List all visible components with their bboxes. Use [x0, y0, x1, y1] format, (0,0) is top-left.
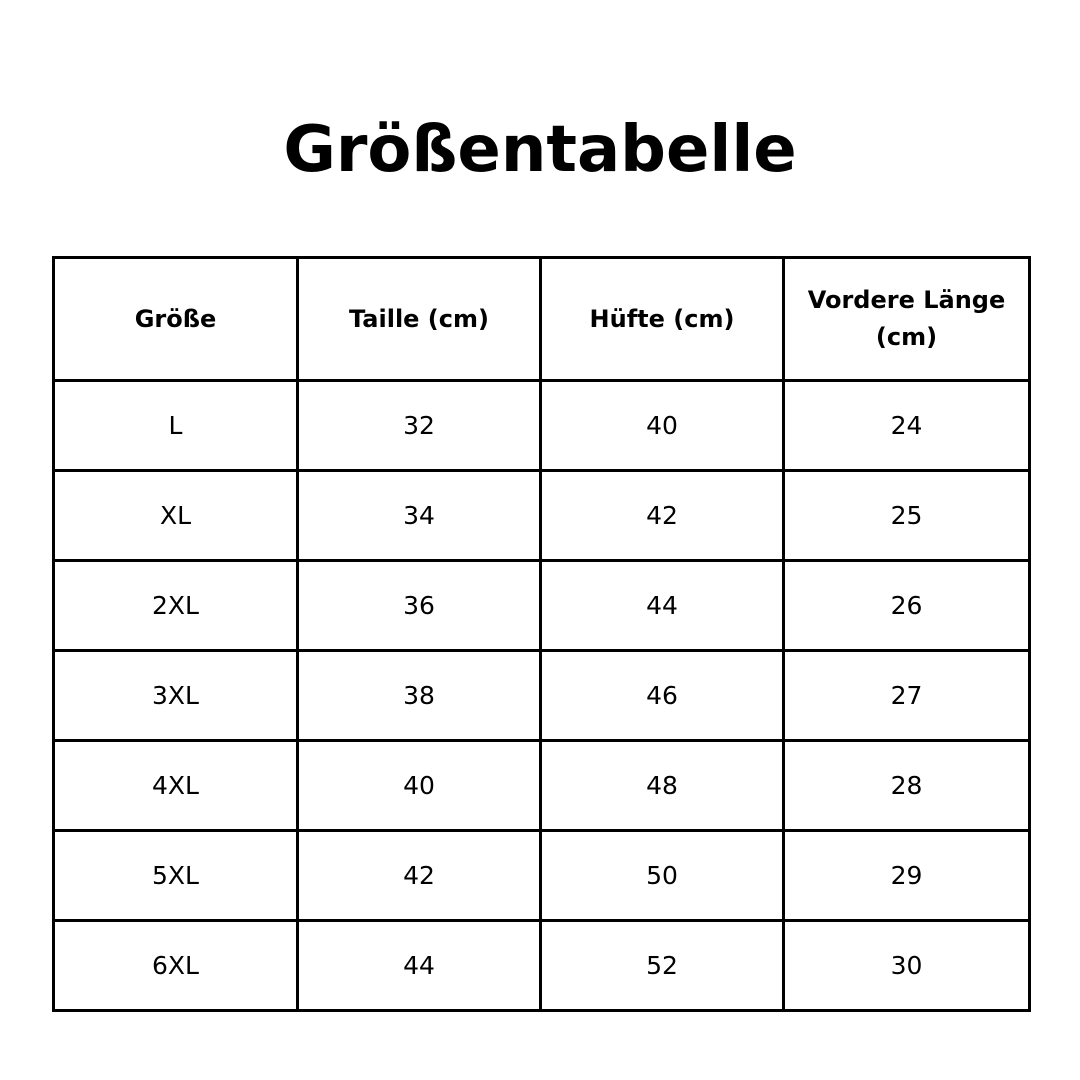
cell-waist: 34	[298, 471, 541, 561]
cell-waist: 42	[298, 831, 541, 921]
cell-front-length: 29	[784, 831, 1030, 921]
cell-waist: 36	[298, 561, 541, 651]
header-waist: Taille (cm)	[298, 258, 541, 381]
cell-waist: 40	[298, 741, 541, 831]
cell-size: 6XL	[54, 921, 298, 1011]
cell-front-length: 30	[784, 921, 1030, 1011]
cell-front-length: 27	[784, 651, 1030, 741]
table-row	[54, 561, 1030, 651]
cell-size: 5XL	[54, 831, 298, 921]
cell-hip: 50	[541, 831, 784, 921]
table-row	[54, 381, 1030, 471]
header-size: Größe	[54, 258, 298, 381]
cell-size: 3XL	[54, 651, 298, 741]
cell-hip: 46	[541, 651, 784, 741]
table-row	[54, 651, 1030, 741]
cell-hip: 40	[541, 381, 784, 471]
table-header-row	[54, 258, 1030, 381]
cell-waist: 44	[298, 921, 541, 1011]
table-row	[54, 471, 1030, 561]
header-front-length: Vordere Länge (cm)	[784, 258, 1030, 381]
page-title: Größentabelle	[283, 113, 797, 187]
cell-size: 2XL	[54, 561, 298, 651]
header-hip: Hüfte (cm)	[541, 258, 784, 381]
cell-size: L	[54, 381, 298, 471]
cell-size: XL	[54, 471, 298, 561]
cell-front-length: 24	[784, 381, 1030, 471]
table-row	[54, 921, 1030, 1011]
table-row	[54, 741, 1030, 831]
cell-hip: 44	[541, 561, 784, 651]
cell-hip: 42	[541, 471, 784, 561]
cell-waist: 38	[298, 651, 541, 741]
cell-waist: 32	[298, 381, 541, 471]
cell-front-length: 25	[784, 471, 1030, 561]
cell-front-length: 26	[784, 561, 1030, 651]
table-row	[54, 831, 1030, 921]
cell-size: 4XL	[54, 741, 298, 831]
cell-front-length: 28	[784, 741, 1030, 831]
cell-hip: 48	[541, 741, 784, 831]
size-chart-table	[52, 256, 1031, 1012]
cell-hip: 52	[541, 921, 784, 1011]
